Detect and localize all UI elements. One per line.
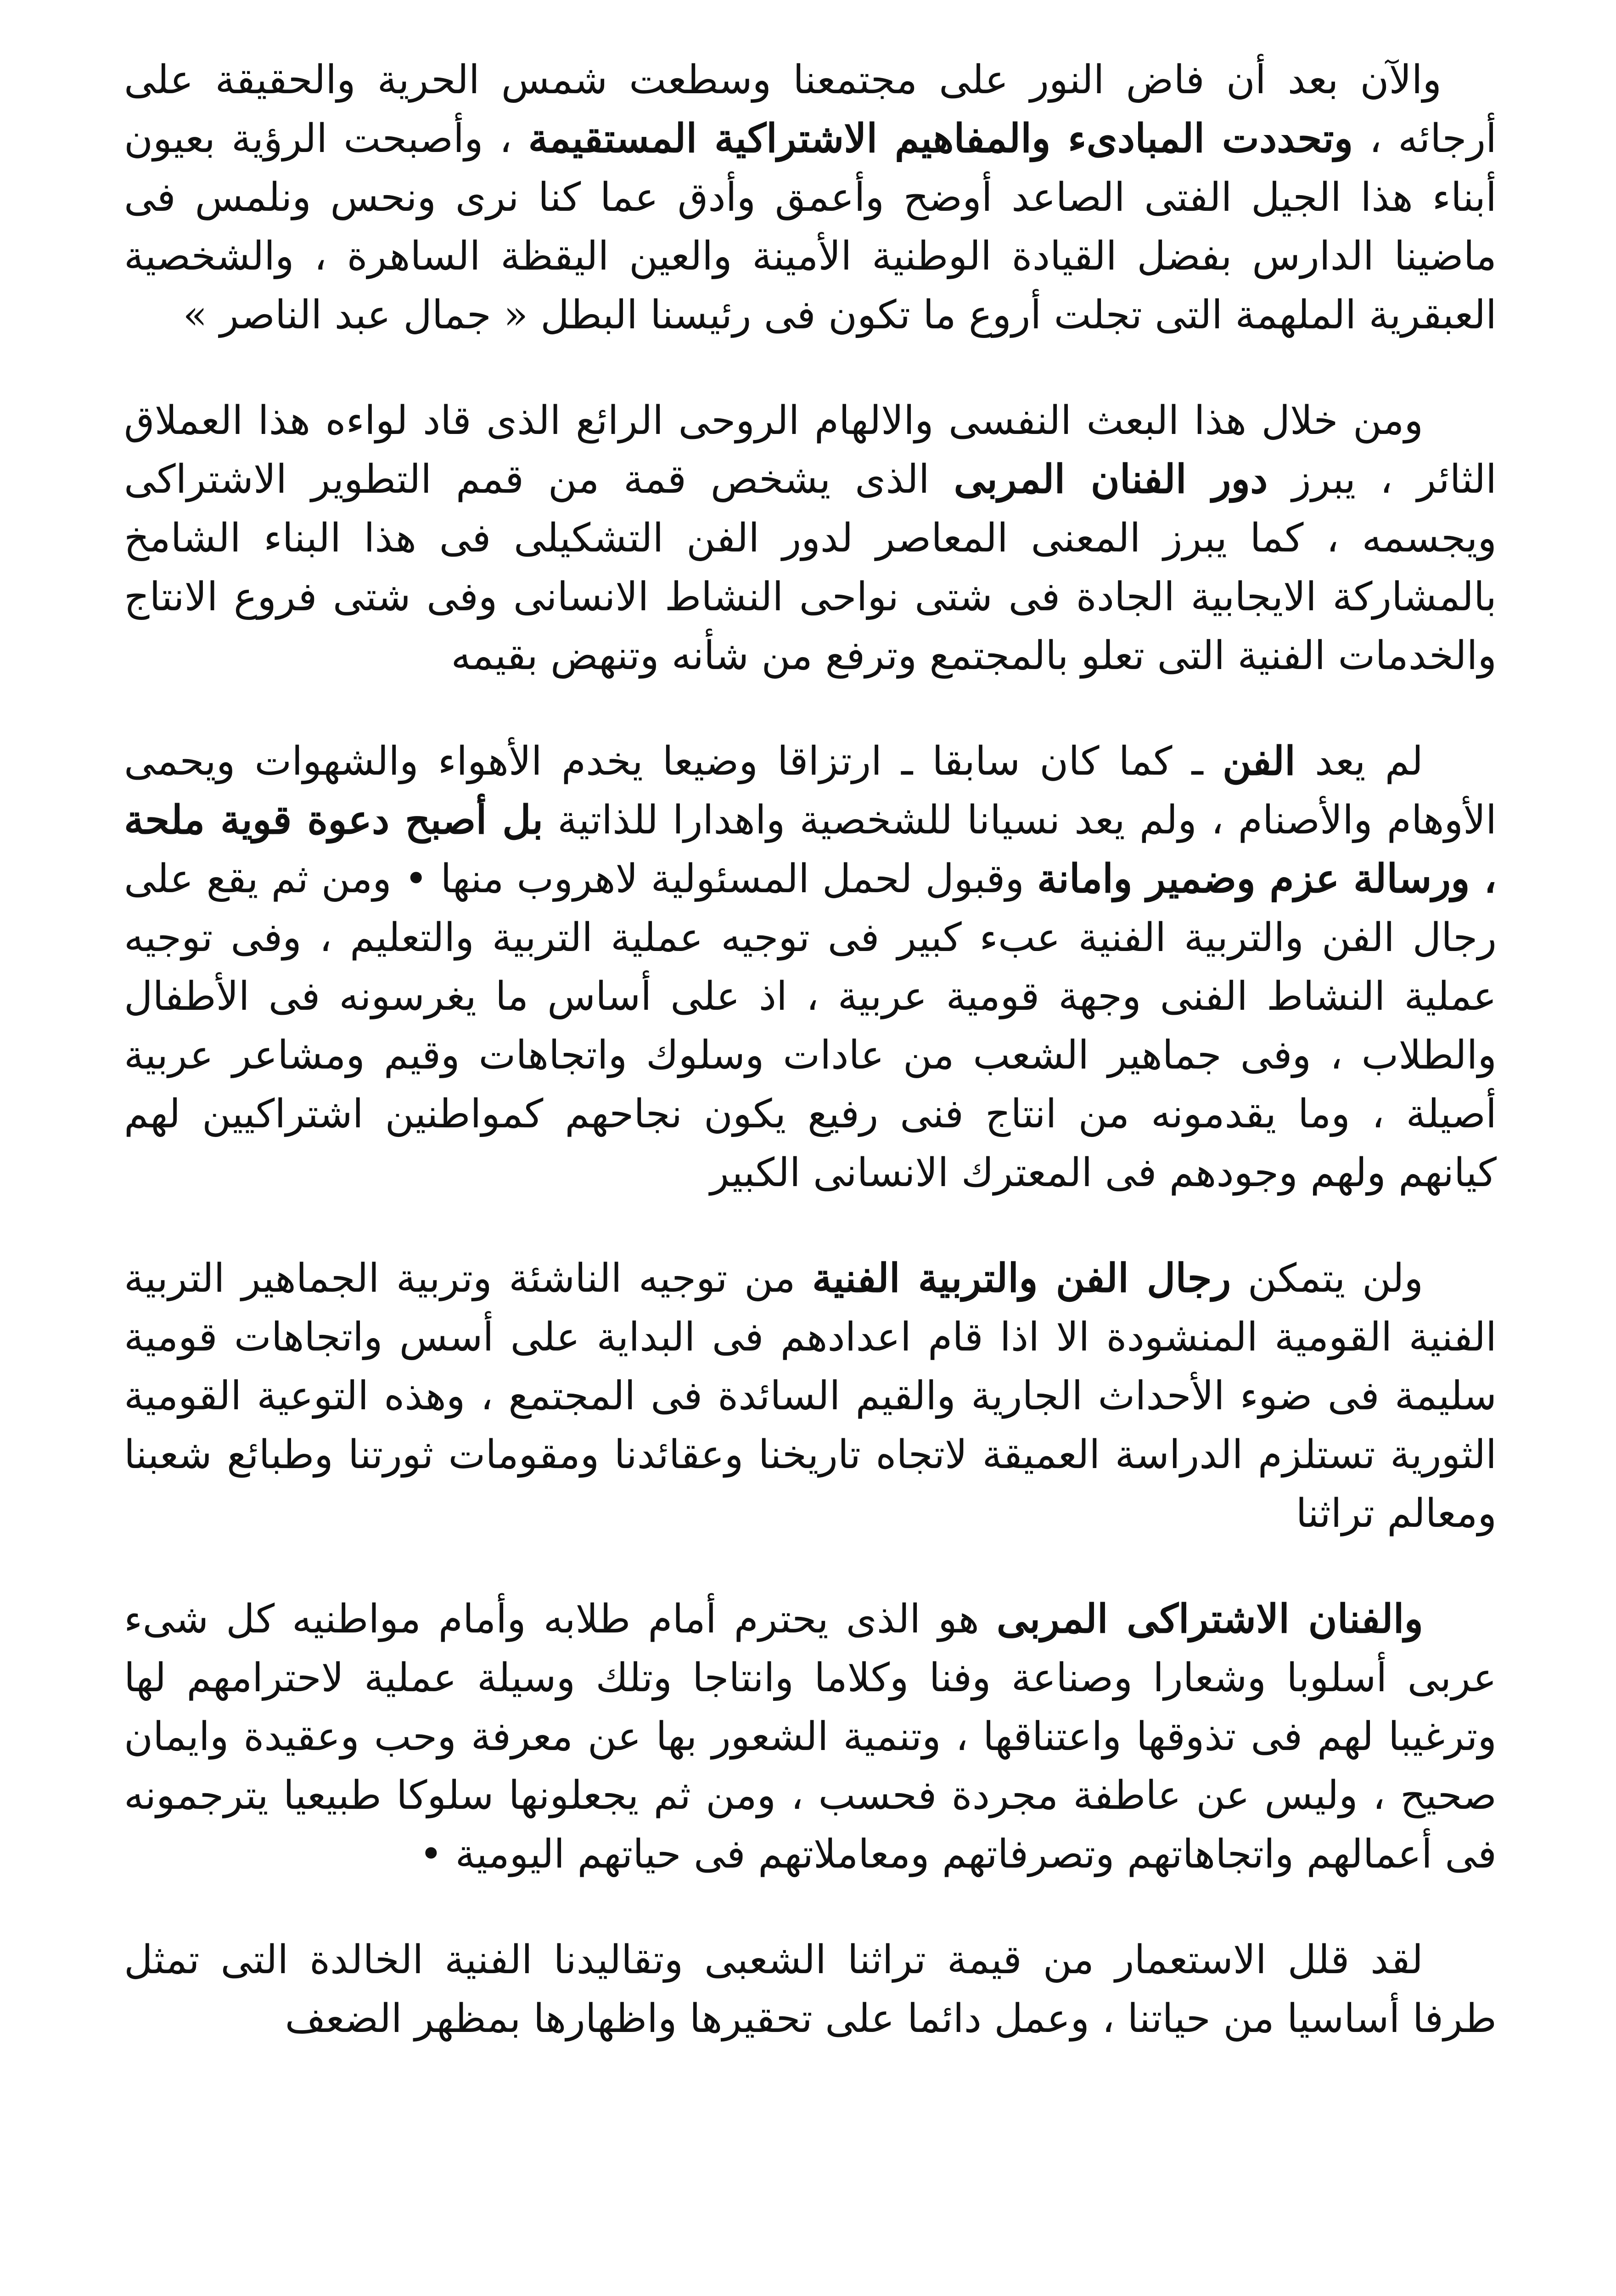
bold-phrase: بل أصبح دعوة قوية ملحة ، ورسالة عزم وضمير وامانة [124, 797, 1497, 902]
text-run: لقد قلل الاستعمار من قيمة تراثنا الشعبى وتقاليدنا الفنية الخالدة التى تمثل طرفا أساسيا من حياتنا ، وعمل دائما على تحقيرها واظهارها بمظهر الضعف [124, 1937, 1497, 2042]
text-run: الذى يشخص قمة من قمم التطوير الاشتراكى ويجسمه ، كما يبرز المعنى المعاصر لدور الفن التشكيلى فى هذا البناء الشامخ بالمشاركة الايجابية الجادة فى شتى نواحى النشاط الانسانى وفى شتى فروع الانتاج والخدمات الفنية التى تعلو بالمجتمع وترفع من شأنه وتنهض بقيمه [124, 456, 1497, 679]
text-run: من توجيه الناشئة وتربية الجماهير التربية الفنية القومية المنشودة الا اذا قام اعدادهم فى البداية على أسس واتجاهات قومية سليمة فى ضوء الأحداث الجارية والقيم السائدة فى المجتمع ، وهذه التوعية القومية الثورية تستلزم الدراسة العميقة لاتجاه تاريخنا وعقائدنا ومقومات ثورتنا وطبائع شعبنا ومعالم تراثنا [124, 1255, 1497, 1536]
text-run: ومن خلال هذا البعث النفسى والالهام الروحى الرائع الذى قاد لواءه هذا العملاق الثائر ، يبرز [124, 398, 1497, 502]
text-run: هو الذى يحترم أمام طلابه وأمام مواطنيه كل شىء عربى أسلوبا وشعارا وصناعة وفنا وكلاما وانتاجا وتلك وسيلة عملية لاحترامهم لها وترغيبا لهم فى تذوقها واعتناقها ، وتنمية الشعور بها عن معرفة وحب وعقيدة وايمان صحيح ، وليس عن عاطفة مجردة فحسب ، ومن ثم يجعلونها سلوكا طبيعيا يترجمونه فى أعمالهم واتجاهاتهم وتصرفاتهم ومعاملاتهم فى حياتهم اليومية • [124, 1596, 1497, 1877]
text-run: لم يعد [1295, 738, 1424, 784]
bold-phrase: رجال الفن والتربية الفنية [812, 1255, 1231, 1301]
paragraph [124, 51, 1497, 344]
text-run: ، وأصبحت الرؤية بعيون أبناء هذا الجيل الفتى الصاعد أوضح وأعمق وأدق عما كنا نرى ونحس ونلمس فى ماضينا الدارس بفضل القيادة الوطنية الأمينة والعين اليقظة الساهرة ، والشخصية العبقرية الملهمة التى تجلت أروع ما تكون فى رئيسنا البطل « جمال عبد الناصر » [124, 116, 1497, 338]
paragraph [124, 391, 1497, 685]
bold-phrase: والفنان الاشتراكى المربى [996, 1596, 1423, 1642]
bold-phrase: الفن [1222, 738, 1296, 784]
paragraph [124, 1590, 1497, 1884]
body-text [124, 51, 1497, 2095]
text-run: ولن يتمكن [1231, 1255, 1424, 1301]
bold-phrase: دور الفنان المربى [954, 456, 1268, 502]
paragraph [124, 732, 1497, 1202]
text-run: وقبول لحمل المسئولية لاهروب منها • ومن ثم يقع على رجال الفن والتربية الفنية عبء كبير فى توجيه عملية التربية والتعليم ، وفى توجيه عملية النشاط الفنى وجهة قومية عربية ، اذ على أساس ما يغرسونه فى الأطفال والطلاب ، وفى جماهير الشعب من عادات وسلوك واتجاهات وقيم ومشاعر عربية أصيلة ، وما يقدمونه من انتاج فنى رفيع يكون نجاحهم كمواطنين اشتراكيين لهم كيانهم ولهم وجودهم فى المعترك الانسانى الكبير [124, 856, 1497, 1196]
bold-phrase: وتحددت المبادىء والمفاهيم الاشتراكية المستقيمة [528, 115, 1353, 162]
text-run: ـ كما كان سابقا ـ ارتزاقا وضيعا يخدم الأهواء والشهوات ويحمى الأوهام والأصنام ، ولم يعد نسيانا للشخصية واهدارا للذاتية [124, 738, 1497, 843]
paragraph [124, 1930, 1497, 2048]
paragraph [124, 1249, 1497, 1543]
text-run: والآن بعد أن فاض النور على مجتمعنا وسطعت شمس الحرية والحقيقة على أرجائه ، [124, 57, 1497, 162]
